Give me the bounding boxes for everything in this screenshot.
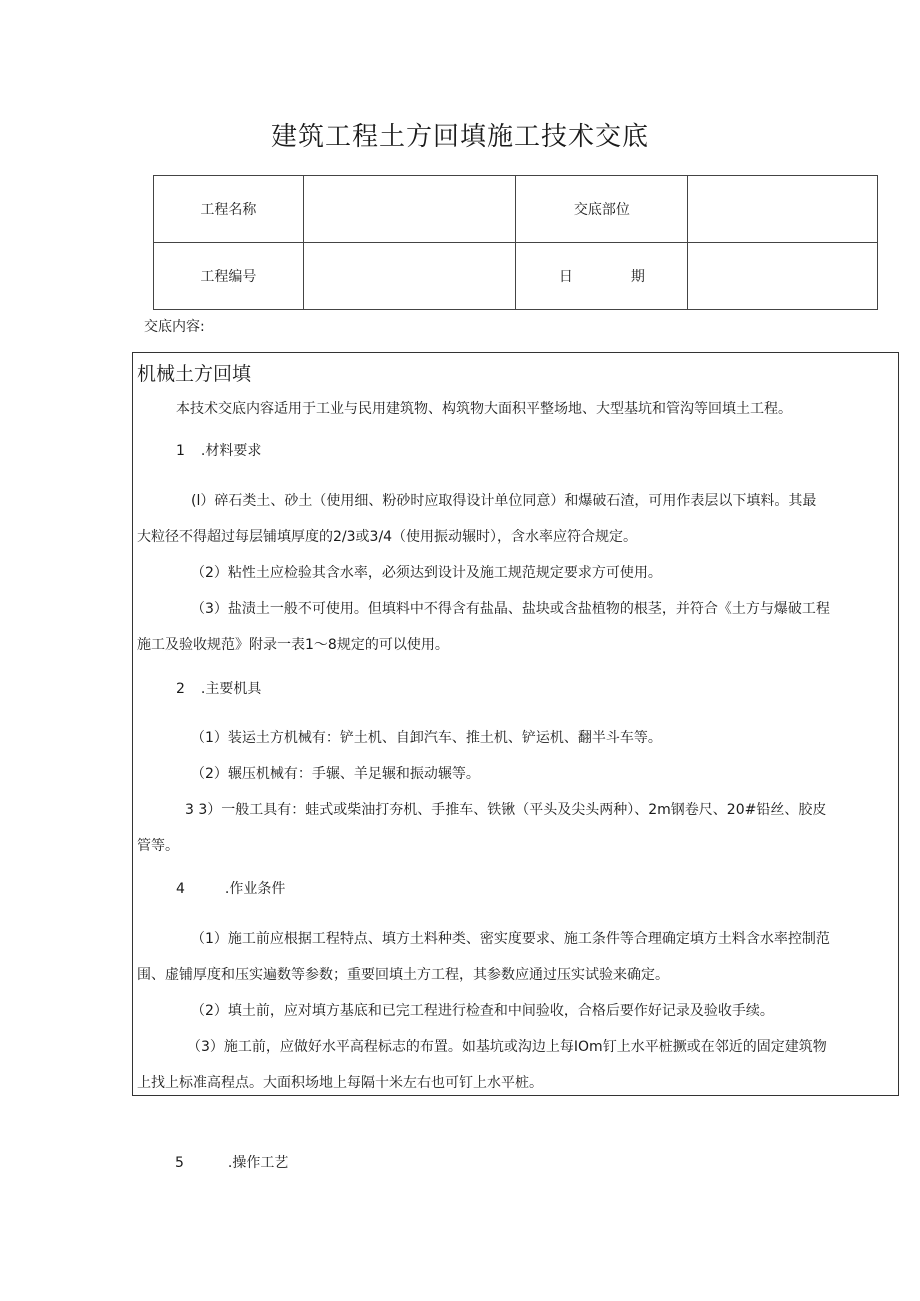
s4-p1-line1: （1）施工前应根据工程特点、填方土料种类、密实度要求、施工条件等合理确定填方土料含水率控制范 — [191, 931, 830, 947]
section-2-number: 2 — [176, 681, 185, 697]
s2-p1: （1）装运土方机械有：铲土机、自卸汽车、推土机、铲运机、翻半斗车等。 — [191, 730, 662, 746]
date-label — [516, 243, 688, 310]
s1-p2: （2）粘性土应检验其含水率，必须达到设计及施工规范规定要求方可使用。 — [191, 565, 662, 581]
s1-p3-line2: 施工及验收规范》附录一表1～8规定的可以使用。 — [137, 637, 449, 653]
s4-p3-line1: （3）施工前，应做好水平高程标志的布置。如基坑或沟边上每IOm钉上水平桩撅或在邻近的固定建筑物 — [187, 1039, 827, 1055]
section-5-number: 5 — [175, 1155, 184, 1171]
date-label-period: 期 — [630, 269, 645, 285]
s1-p1-line1: (l）碎石类土、砂土（使用细、粉砂时应取得设计单位同意）和爆破石渣，可用作表层以下填料。其最 — [191, 493, 817, 509]
section-1-number: 1 — [176, 443, 185, 459]
project-name-value — [303, 176, 516, 243]
section-4-number: 4 — [176, 881, 185, 897]
intro-paragraph: 本技术交底内容适用于工业与民用建筑物、构筑物大面积平整场地、大型基坑和管沟等回填土工程。 — [176, 401, 792, 417]
info-table — [153, 175, 878, 310]
s2-p2: （2）辗压机械有：手辗、羊足辗和振动辗等。 — [191, 766, 480, 782]
date-label-day: 日 — [558, 269, 573, 285]
s2-p3-line1: 3 3）一般工具有：蛙式或柴油打夯机、手推车、铁锹（平头及尖头两种）、2m钢卷尺、20#铅丝、胶皮 — [185, 802, 827, 818]
s1-p1-line2: 大粒径不得超过每层铺填厚度的2/3或3/4（使用振动辗时），含水率应符合规定。 — [137, 529, 638, 545]
section-title: 机械土方回填 — [137, 363, 252, 385]
s1-p3-line1: （3）盐渍土一般不可使用。但填料中不得含有盐晶、盐块或含盐植物的根茎，并符合《土方与爆破工程 — [191, 601, 830, 617]
info-row-2 — [154, 243, 878, 310]
s4-p3-line2: 上找上标准高程点。大面积场地上每隔十米左右也可钉上水平桩。 — [137, 1075, 543, 1091]
s4-p1-line2: 围、虚铺厚度和压实遍数等参数；重要回填土方工程，其参数应通过压实试验来确定。 — [137, 967, 669, 983]
section-1-title: .材料要求 — [200, 443, 262, 459]
s2-p3-line2: 管等。 — [137, 838, 179, 854]
section-4-heading — [176, 878, 285, 898]
section-2-title: .主要机具 — [200, 681, 262, 697]
info-row-1 — [154, 176, 878, 243]
section-4-title: .作业条件 — [224, 881, 286, 897]
part-value — [688, 176, 878, 243]
section-5-heading — [175, 1152, 288, 1172]
section-1-heading — [176, 440, 261, 460]
date-value — [688, 243, 878, 310]
document-title: 建筑工程土方回填施工技术交底 — [270, 122, 649, 152]
s4-p2: （2）填土前，应对填方基底和已完工程进行检查和中间验收，合格后要作好记录及验收手续。 — [191, 1003, 774, 1019]
part-label: 交底部位 — [516, 176, 688, 243]
project-no-label: 工程编号 — [154, 243, 304, 310]
content-box — [132, 352, 899, 1096]
section-2-heading — [176, 678, 261, 698]
project-name-label: 工程名称 — [154, 176, 304, 243]
section-5-title: .操作工艺 — [227, 1155, 289, 1171]
project-no-value — [303, 243, 516, 310]
content-label: 交底内容: — [144, 319, 205, 335]
